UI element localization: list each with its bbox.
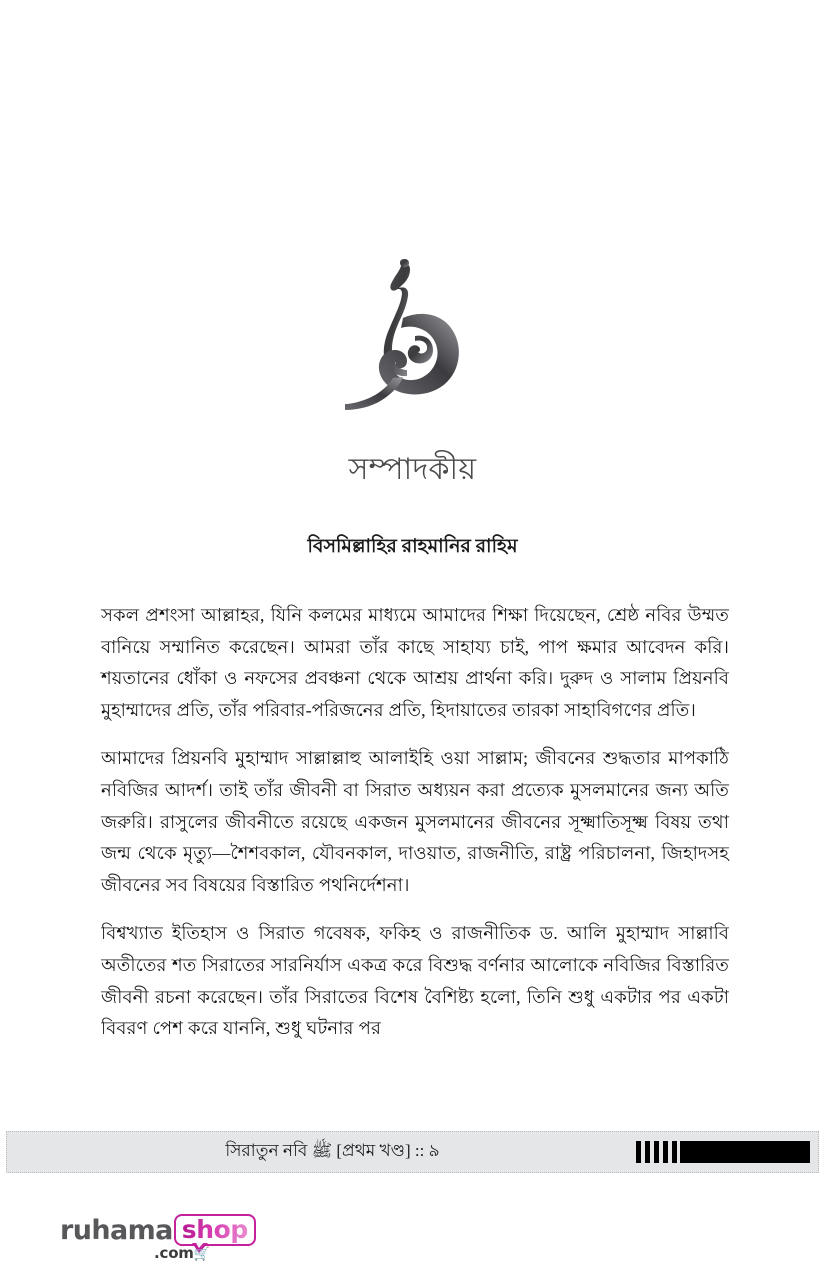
barcode (636, 1141, 810, 1163)
barcode-block (680, 1141, 810, 1163)
page-footer (6, 1131, 819, 1173)
ruhamashop-logo (60, 1213, 248, 1269)
logo-brand-primary: ruhama (60, 1214, 173, 1246)
paragraph-3: বিশ্বখ্যাত ইতিহাস ও সিরাত গবেষক, ফকিহ ও রাজনীতিক ড. আলি মুহাম্মাদ সাল্লাবি অতীতের শত সিরাতের সারনির্যাস একত্র করে বিশুদ্ধ বর্ণনার আলোকে নবিজির বিস্তারিত জীবনী রচনা করেছেন। তাঁর সিরাতের বিশেষ বৈশিষ্ট্য হলো, তিনি শুধু একটার পর একটা বিবরণ পেশ করে যাননি, শুধু ঘটনার পর (101, 923, 729, 1039)
footer-running-head: সিরাতুন নবি ﷺ [প্রথম খণ্ড] :: ৯ (225, 1141, 440, 1160)
logo-brand-secondary: shop (181, 1215, 248, 1244)
basmala-line: বিসমিল্লাহির রাহমানির রাহিম (307, 536, 518, 557)
page-title: সম্পাদকীয় (348, 453, 477, 486)
paragraph-1: সকল প্রশংসা আল্লাহর, যিনি কলমের মাধ্যমে আমাদের শিক্ষা দিয়েছেন, শ্রেষ্ঠ নবির উম্মত বানিয়ে সম্মানিত করেছেন। আমরা তাঁর কাছে সাহায্য চাই, পাপ ক্ষমার আবেদন করি। শয়তানের ধোঁকা ও নফসের প্রবঞ্চনা থেকে আশ্রয় প্রার্থনা করি। দুরুদ ও সালাম প্রিয়নবি মুহাম্মাদের প্রতি, তাঁর পরিবার-পরিজনের প্রতি, হিদায়াতের তারকা সাহাবিগণের প্রতি। (101, 605, 729, 720)
muhammad-calligraphy-ornament (343, 258, 483, 433)
body-text (101, 600, 729, 1045)
logo-domain-text: .com (154, 1244, 194, 1262)
footer-inner (7, 1132, 818, 1172)
shopping-cart-icon: 🛒 (193, 1247, 210, 1262)
logo-speech-bubble (174, 1214, 256, 1246)
ornament-container (0, 258, 825, 438)
logo-row (60, 1213, 248, 1247)
paragraph-2: আমাদের প্রিয়নবি মুহাম্মাদ সাল্লাল্লাহু আলাইহি ওয়া সাল্লাম; জীবনের শুদ্ধতার মাপকাঠি নবিজির আদর্শ। তাই তাঁর জীবনী বা সিরাত অধ্যয়ন করা প্রত্যেক মুসলমানের জন্য অতি জরুরি। রাসুলের জীবনীতে রয়েছে একজন মুসলমানের জীবনের সূক্ষ্মাতিসূক্ষ্ম বিষয় তথা জন্ম থেকে মৃত্যু—শৈশবকাল, যৌবনকাল, দাওয়াত, রাজনীতি, রাষ্ট্র পরিচালনা, জিহাদসহ জীবনের সব বিষয়ের বিস্তারিত পথনির্দেশনা। (101, 748, 729, 895)
logo-domain (154, 1244, 210, 1262)
